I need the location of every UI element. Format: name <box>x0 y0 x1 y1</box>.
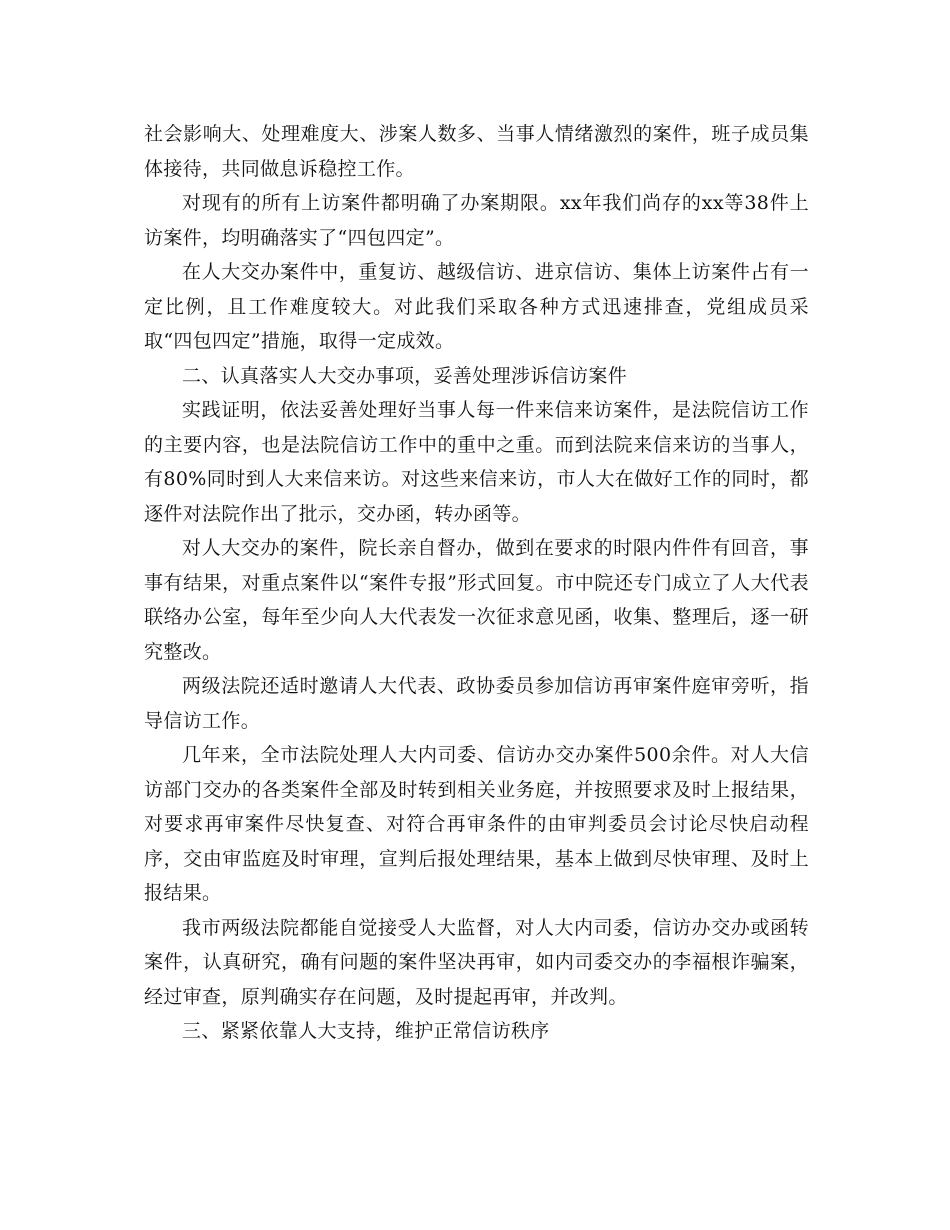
paragraph-6: 两级法院还适时邀请人大代表、政协委员参加信访再审案件庭审旁听，指导信访工作。 <box>144 675 809 732</box>
paragraph-4: 实践证明，依法妥善处理好当事人每一件来信来访案件，是法院信访工作的主要内容，也是法院信访工作中的重中之重。而到法院来信来访的当事人，有80%同时到人大来信来访。对这些来信来访，市人大在做好工作的同时，都逐件对法院作出了批示，交办函，转办函等。 <box>144 399 809 525</box>
paragraph-3: 在人大交办案件中，重复访、越级信访、进京信访、集体上访案件占有一定比例，且工作难度较大。对此我们采取各种方式迅速排查，党组成员采取“四包四定”措施，取得一定成效。 <box>144 261 809 352</box>
paragraph-5: 对人大交办的案件，院长亲自督办，做到在要求的时限内件件有回音，事事有结果，对重点案件以“案件专报”形式回复。市中院还专门成立了人大代表联络办公室，每年至少向人大代表发一次征求意见函，收集、整理后，逐一研究整改。 <box>144 537 809 663</box>
document-body <box>144 117 809 1049</box>
paragraph-1: 社会影响大、处理难度大、涉案人数多、当事人情绪激烈的案件，班子成员集体接待，共同做息诉稳控工作。 <box>144 123 809 180</box>
paragraph-7: 几年来，全市法院处理人大内司委、信访办交办案件500余件。对人大信访部门交办的各类案件全部及时转到相关业务庭，并按照要求及时上报结果，对要求再审案件尽快复查、对符合再审条件的由审判委员会讨论尽快启动程序，交由审监庭及时审理，宣判后报处理结果，基本上做到尽快审理、及时上报结果。 <box>144 744 809 904</box>
paragraph-8: 我市两级法院都能自觉接受人大监督，对人大内司委，信访办交办或函转案件，认真研究，确有问题的案件坚决再审，如内司委交办的李福根诈骗案，经过审查，原判确实存在问题，及时提起再审，并改判。 <box>144 916 809 1008</box>
section-heading-3: 三、紧紧依靠人大支持，维护正常信访秩序 <box>182 1020 550 1042</box>
section-heading-2: 二、认真落实人大交办事项，妥善处理涉诉信访案件 <box>182 364 628 387</box>
paragraph-2: 对现有的所有上访案件都明确了办案期限。xx年我们尚存的xx等38件上访案件，均明确落实了“四包四定”。 <box>144 192 809 249</box>
